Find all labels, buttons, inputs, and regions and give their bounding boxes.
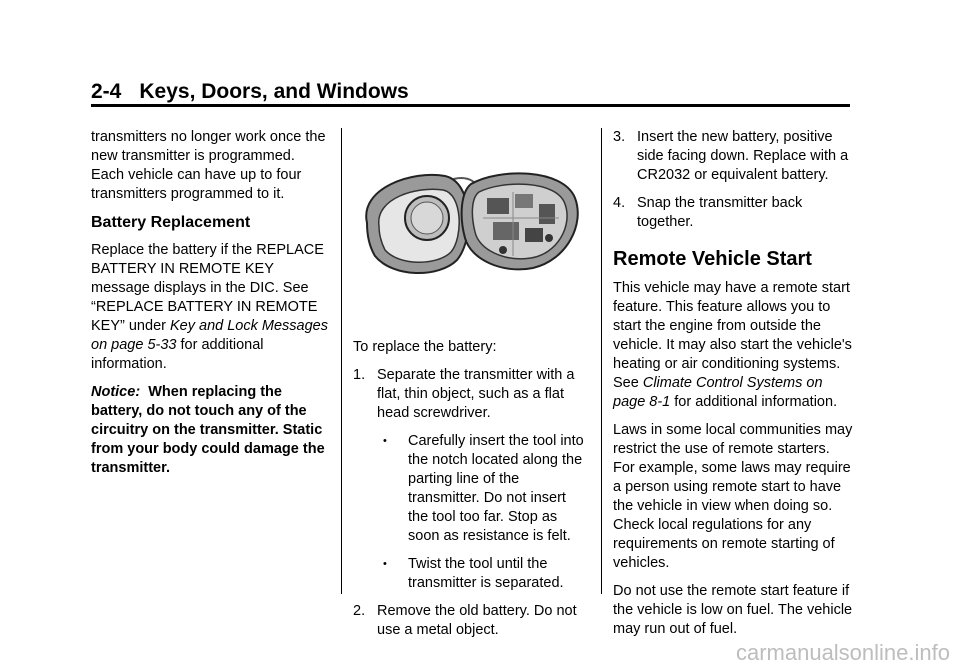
intro-paragraph: transmitters no longer work once the new transmitter is programmed. Each vehicle can have up to four transmitters programmed to it.: [91, 129, 326, 202]
notice-text: When replacing the battery, do not touch any of the circuitry on the transmitter. Static from your body could damage the transmitter.: [91, 384, 325, 476]
bullet-icon: •: [383, 558, 387, 570]
page-number: 2-4: [91, 80, 122, 103]
transmitter-illustration: [353, 128, 589, 328]
bullet-1: • Carefully insert the tool into the notch located along the parting line of the transmitter. Do not insert the tool too far. Stop as soon as resistance is felt.: [383, 433, 584, 544]
key-lock-messages-link[interactable]: Key and Lock Messages on page 5-33: [91, 318, 328, 353]
bullet-2: • Twist the tool until the transmitter is separated.: [383, 556, 564, 591]
column-right: [613, 128, 853, 648]
page-header: [91, 80, 409, 104]
notice-paragraph: [91, 383, 331, 478]
column-middle: [353, 128, 589, 649]
laws-paragraph: Laws in some local communities may restrict the use of remote starters. For example, some laws may require a person using remote start to have the vehicle in view when doing so. Check local regulations for any requirements on remote starting of vehicles.: [613, 422, 853, 571]
replace-paragraph: Replace the battery if the REPLACE BATTERY IN REMOTE KEY message displays in the DIC. See “REPLACE BATTERY IN REMOTE KEY” under Key and Lock Messages on page 5-33 for additional information.: [91, 242, 328, 372]
remote-start-heading: Remote Vehicle Start: [613, 248, 812, 270]
step-4: 4. Snap the transmitter back together.: [613, 195, 803, 230]
notice-label: Notice:: [91, 384, 141, 400]
step-2: 2. Remove the old battery. Do not use a metal object.: [353, 603, 577, 638]
step-3: 3. Insert the new battery, positive side facing down. Replace with a CR2032 or equivalent battery.: [613, 129, 849, 183]
column-divider: [601, 128, 602, 594]
climate-control-link[interactable]: Climate Control Systems on page 8-1: [613, 375, 823, 410]
battery-heading: Battery Replacement: [91, 214, 251, 231]
key-fob-icon: [353, 128, 589, 328]
bullet-icon: •: [383, 435, 387, 447]
column-divider: [341, 128, 342, 594]
watermark: carmanualsonline.info: [735, 640, 950, 665]
page-title: Keys, Doors, and Windows: [139, 80, 409, 103]
step-1: 1. Separate the transmitter with a flat, thin object, such as a flat head screwdriver.: [353, 367, 575, 421]
header-rule: [91, 104, 850, 107]
column-left: [91, 128, 331, 487]
fuel-paragraph: Do not use the remote start feature if the vehicle is low on fuel. The vehicle may run out of fuel.: [613, 583, 853, 637]
to-replace-text: To replace the battery:: [353, 339, 497, 355]
remote-start-paragraph: This vehicle may have a remote start feature. This feature allows you to start the engine from outside the vehicle. It may also start the vehicle's heating or air conditioning systems. See Climate Control Systems on page 8-1 for additional information.: [613, 280, 852, 410]
